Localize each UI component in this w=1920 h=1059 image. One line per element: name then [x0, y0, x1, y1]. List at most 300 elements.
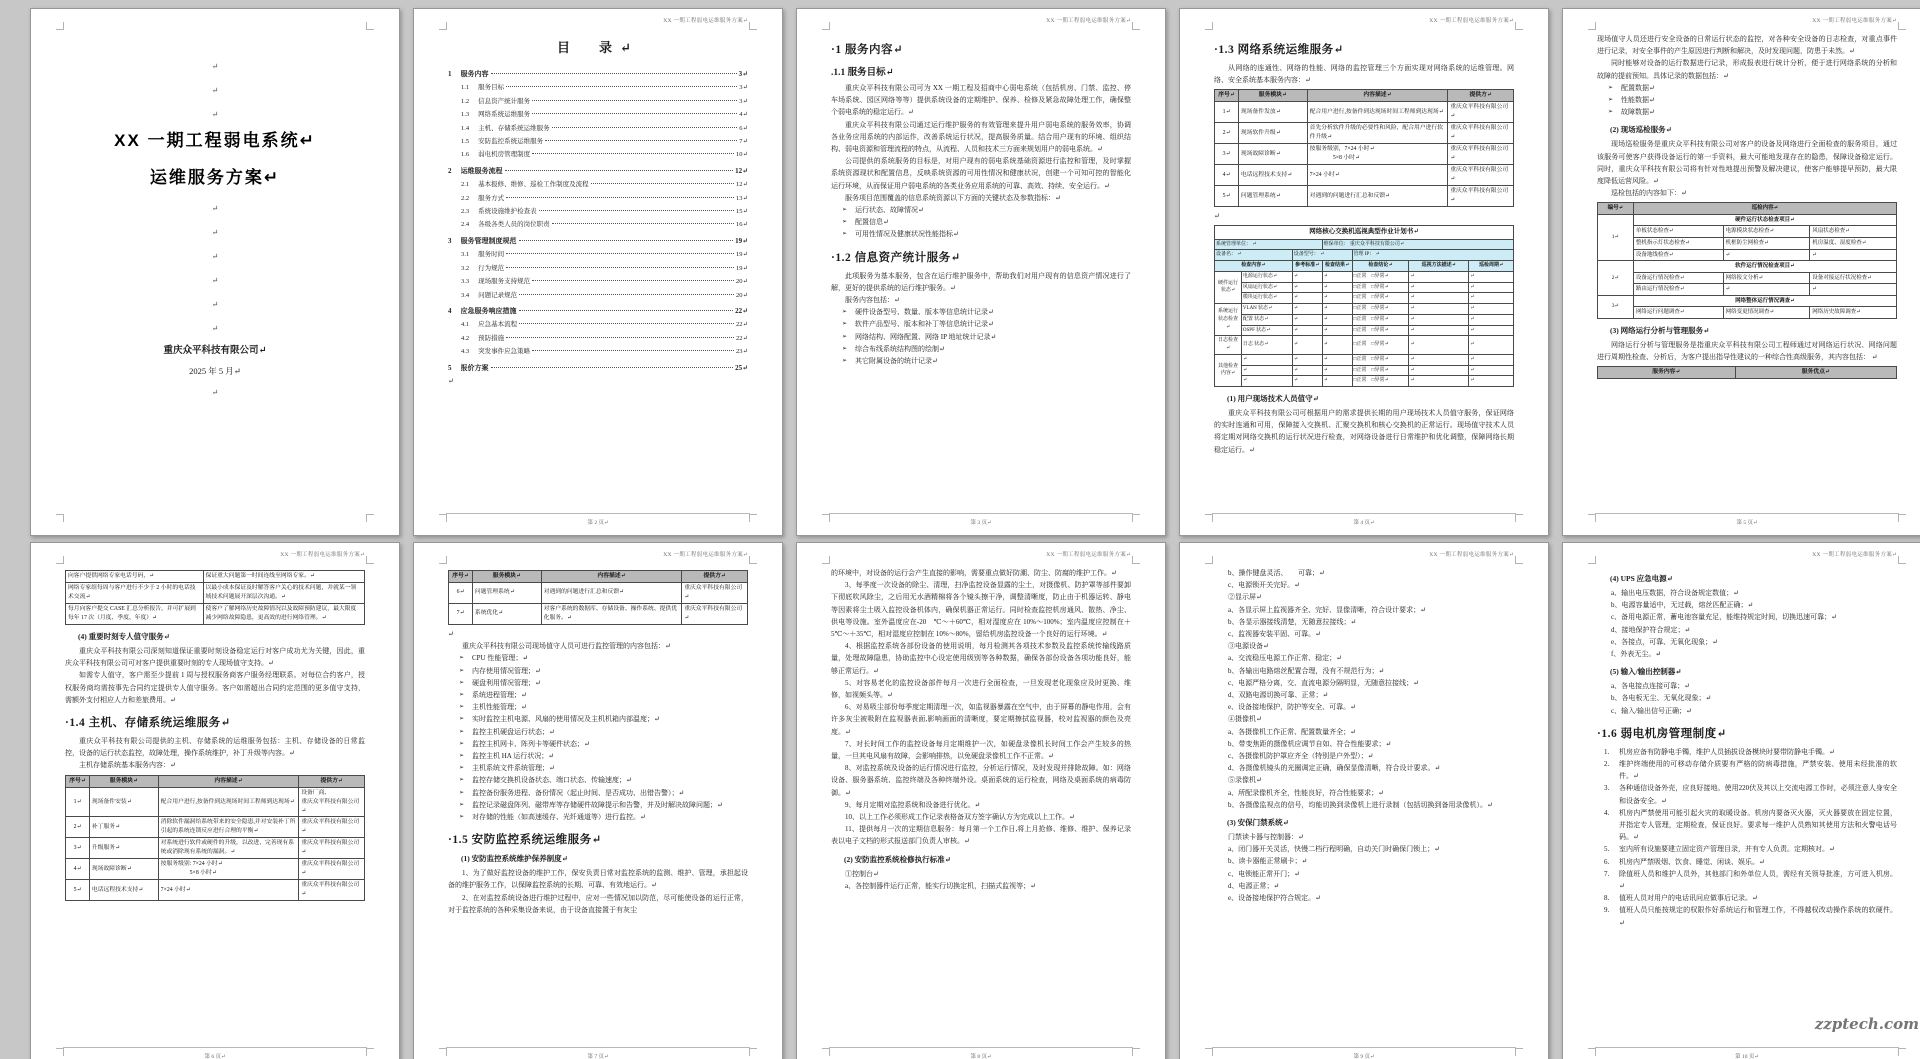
table-cell: ↵: [1469, 365, 1514, 376]
table-cell: ↵: [1322, 376, 1352, 387]
paragraph: ③电源设备↵: [1228, 642, 1269, 651]
table-cell: ↵: [1241, 354, 1292, 365]
paragraph: 6、对易吸尘部份每季度定期清理一次，如监视器暴露在空气中，由于屏幕的静电作用，会有许多灰尘被吸附在监视器表面,影响画面的清晰度，要定期擦拭监视器，校对监视器的颜色及亮度。↵: [831, 703, 1131, 736]
toc-entry: [448, 275, 748, 288]
table-cell: ↵: [1292, 304, 1322, 315]
table-cell: ↵: [1723, 284, 1810, 296]
document-page[interactable]: [1179, 8, 1549, 536]
table-cell: 内容描述↵: [1307, 90, 1448, 102]
bullet-arrow-icon: ➢: [842, 345, 848, 352]
list-number: 6.: [1604, 857, 1610, 866]
toc-number: 2.3: [461, 208, 470, 216]
section-heading: ·1.5 安防监控系统运维服务↵: [448, 834, 602, 847]
table-cell: ↵: [1292, 282, 1322, 293]
table-cell: 对遇到的问题进行汇总和反馈↵: [1307, 186, 1448, 207]
sub-heading: (2) 安防监控系统检修执行标准↵: [844, 854, 951, 864]
text-boundary-mark: [1515, 556, 1523, 564]
bullet-arrow-icon: ➢: [459, 740, 465, 747]
page-content: [831, 567, 1131, 1041]
page-header: XX 一期工程弱电运维服务方案↵: [1046, 18, 1131, 24]
spacer: [65, 33, 365, 55]
pilcrow-mark: ↵: [211, 324, 219, 333]
table-cell: 序号↵: [1215, 90, 1239, 102]
toc-page-number: 20↵: [736, 278, 748, 286]
paragraph: 同时能够对设备的运行数据进行记录，形成报表进行统计分析，便于进行网络系统的分析和故障的提前预知。具体记录的数据包括：↵: [1597, 59, 1897, 80]
toc-page-number: 10↵: [736, 151, 748, 159]
toc-entry: [448, 362, 748, 375]
footer-boundary-line: [829, 513, 1133, 514]
text-boundary-mark: [366, 556, 374, 564]
toc-entry: [448, 218, 748, 231]
list-number: 8.: [1604, 894, 1610, 903]
footer-boundary-line: [1595, 513, 1899, 514]
table-cell: 重庆众平科技有限公司↵: [1448, 102, 1514, 123]
numbered-item: 3. 各种通信设备外壳，应良好接地。使用220伏及其以上交流电源工作时，必须注意人身安全和设备安全。↵: [1604, 784, 1897, 805]
bullet-arrow-icon: ➢: [842, 219, 848, 226]
table-cell: ↵: [1322, 365, 1352, 376]
paragraph: ↵: [448, 376, 454, 385]
toc-entry: [448, 248, 748, 261]
table-cell: 设备对接运行状况检查↵: [1810, 272, 1897, 284]
document-page[interactable]: [796, 8, 1166, 536]
table-cell: ↵: [1469, 304, 1514, 315]
paragraph: 从网络的连通性、网络的性能、网络的监控管理三个方面实现对网络系统的运维管理。网络、安全系统基本服务内容：↵: [1214, 64, 1514, 85]
toc-number: 5: [448, 363, 452, 372]
table-cell: ↵: [1292, 354, 1322, 365]
table-cell: 对客户系统的数据库、存储设备、操作系统、提供优化服务。↵: [541, 603, 682, 624]
table-cell: 3↵: [1598, 295, 1634, 318]
toc-entry: [448, 95, 748, 108]
doc-title: XX 一期工程弱电系统↵: [114, 131, 316, 150]
table-cell: □正常 □异常↵: [1352, 304, 1409, 315]
paragraph: 10、以上工作必须形成工作记录表格备双方签字确认方为完成以上工作。↵: [845, 813, 1075, 822]
paragraph: 重庆众平科技有限公司提供的主机、存储系统的运维服务包括：主机、存储设备的日常监控，设备的运行状态监控，故障处理，操作系统维护，补丁升级等内容。↵: [65, 736, 365, 758]
paragraph: c、备用电源正常，蓄电池容量充足，能维持规定时间，切换迅速可靠；↵: [1611, 613, 1837, 622]
toc-page-number: 12↵: [735, 166, 748, 175]
bullet-arrow-icon: ➢: [842, 321, 848, 328]
toc-dotted-leader: [506, 337, 734, 338]
toc-label: 报价方案: [460, 363, 489, 372]
table-cell: 重庆众平科技有限公司↵: [1448, 123, 1514, 144]
table-cell: □正常 □异常↵: [1352, 354, 1409, 365]
toc-entry: [448, 148, 748, 161]
list-number: 7.: [1604, 869, 1610, 878]
toc-label: 弱电机房管理制度: [478, 151, 531, 159]
toc-number: 1.3: [461, 111, 470, 119]
toc-page-number: 13↵: [736, 194, 748, 202]
toc-dotted-leader: [532, 350, 734, 351]
toc-page-number: 19↵: [736, 251, 748, 259]
list-number: 2.: [1604, 760, 1610, 769]
toc-number: 3.2: [461, 264, 470, 272]
document-page[interactable]: [796, 542, 1166, 1059]
page-content: [448, 33, 748, 507]
table-cell: 服务模块↵: [1238, 90, 1307, 102]
table-cell: ↵: [1469, 314, 1514, 325]
toc-dotted-leader: [552, 223, 734, 224]
table-cell: 模块运行状态↵: [1241, 293, 1292, 304]
table-cell: 每月向客户提交 CASE 汇总分析报告，并可扩展到每年 17 次（月度、季度、年度）↵: [66, 603, 204, 624]
page-header: XX 一期工程弱电运维服务方案↵: [1046, 552, 1131, 558]
table-cell: 网络历史故障调查↵: [1810, 307, 1897, 319]
toc-page-number: 20↵: [736, 291, 748, 299]
table-cell: ↵: [1409, 271, 1469, 282]
toc-label: 运维服务流程: [460, 166, 503, 175]
toc-dotted-leader: [519, 240, 734, 241]
page-content: [1597, 567, 1897, 1041]
table-cell: 7↵: [449, 603, 473, 624]
paragraph: 现场巡检服务是重庆众平科技有限公司对客户的设备及网络进行全面检查的服务项目，通过该服务可使客户获得设备运行的第一手资料，最大可能地发现存在的隐患，保障设备稳定运行。同时，重庆众平科技有限公司将有针对性地提出预警及解决建议，使客户能够提早预防，最大限度降低运营风险。↵: [1597, 140, 1897, 186]
table-cell: ↵: [1292, 376, 1322, 387]
toc-entry: [448, 122, 748, 135]
bullet-arrow-icon: ➢: [842, 358, 848, 365]
table-cell: 内容描述↵: [541, 571, 682, 583]
table-cell: ↵: [1469, 376, 1514, 387]
bullet-item: ➢ 对存储的性能（如高速缓存、光纤通道等）进行监控。↵: [448, 811, 748, 823]
toc-label: 服务目标: [478, 84, 505, 92]
toc-number: 3.3: [461, 278, 470, 286]
table-cell: 4↵: [66, 859, 90, 880]
toc-number: 4.2: [461, 334, 470, 342]
toc-label: 基本报修、维修、巡检工作制度及流程: [478, 181, 589, 189]
toc-dotted-leader: [519, 294, 734, 295]
toc-number: 1: [448, 70, 452, 78]
toc-entry: [448, 345, 748, 358]
toc-label: 行为规范: [478, 264, 505, 272]
table-cell: 巡视方法描述↵: [1409, 261, 1469, 272]
page-header: XX 一期工程弱电运维服务方案↵: [1812, 552, 1897, 558]
document-page[interactable]: [413, 542, 783, 1059]
table-cell: 内容描述↵: [158, 775, 299, 787]
bullet-arrow-icon: ➢: [1608, 109, 1614, 116]
table-cell: 提供方↵: [1448, 90, 1514, 102]
toc-page-number: 6↵: [739, 124, 748, 132]
page-footer: 第 3 页↵: [970, 520, 992, 526]
section-heading: ·1.3 网络系统运维服务↵: [1214, 44, 1344, 56]
toc-label: 服务管理制度规范: [460, 236, 517, 245]
paragraph: b、带变焦距的摄像机应调节自如、符合性能要求；↵: [1228, 739, 1392, 748]
sub-heading: (3) 网络运行分析与管理服务↵: [1610, 325, 1710, 335]
table-cell: 重庆众平科技有限公司↵: [1448, 165, 1514, 186]
table-cell: ↵: [1409, 354, 1469, 365]
document-page[interactable]: [30, 8, 400, 536]
table-cell: 提供方↵: [682, 571, 748, 583]
table-cell: 重庆众平科技有限公司↵: [299, 838, 365, 859]
toc-label: 安防监控系统运维服务: [478, 138, 544, 146]
paragraph: c、电源锁开关完好。↵: [1228, 581, 1300, 590]
page-content: [1597, 33, 1897, 507]
table-cell: 2↵: [1598, 261, 1634, 296]
bullet-item: ➢ 内存使用情况管理；↵: [448, 665, 748, 677]
bullet-item: ➢ 监控存储交换机设备状态、端口状态、传输速度；↵: [448, 774, 748, 786]
bullet-arrow-icon: ➢: [459, 789, 465, 796]
table-cell: ↵: [1322, 336, 1352, 355]
paragraph: 的环境中，对设备的运行会产生直接的影响，需要重点做好防潮、防尘、防腐的维护工作。↵: [831, 569, 1117, 577]
bullet-arrow-icon: ➢: [842, 309, 848, 316]
paragraph: a、交流稳压电源工作正常、稳定；↵: [1228, 654, 1342, 663]
footer-boundary-line: [1212, 1047, 1516, 1048]
toc-number: 1.5: [461, 138, 470, 146]
table-cell: 4↵: [1215, 165, 1239, 186]
toc-number: 2.2: [461, 194, 470, 202]
text-boundary-mark: [822, 556, 830, 564]
list-number: 4.: [1604, 808, 1610, 817]
table-cell: 系统运行状态检查↵: [1215, 304, 1242, 336]
table-cell: ↵: [1409, 314, 1469, 325]
table-cell: 服务内容↵: [1598, 367, 1736, 379]
table-cell: 按服务级别: 7×24 小时↵ 5×8 小时↵: [158, 859, 299, 880]
paragraph: ④摄像机↵: [1228, 715, 1262, 724]
table-cell: 巡检周期↵: [1469, 261, 1514, 272]
toc-dotted-leader: [532, 153, 734, 154]
bullet-arrow-icon: ➢: [459, 704, 465, 711]
table-cell: 系统管理单位： ↵: [1215, 239, 1323, 250]
text-boundary-mark: [56, 514, 64, 522]
toc-dotted-leader: [505, 170, 734, 171]
table-cell: 重庆众平科技有限公司↵: [1448, 186, 1514, 207]
paragraph: ⑤录像机↵: [1228, 776, 1262, 785]
sub-heading: (4) 重要时刻专人值守服务↵: [78, 631, 170, 641]
table-cell: ↵: [1469, 325, 1514, 336]
numbered-item: 6. 机房内严禁吸烟、饮食、睡觉、闲谈、娱乐。↵: [1597, 856, 1897, 868]
toc-entry: [448, 235, 748, 248]
list-number: 5.: [1604, 845, 1610, 854]
table-cell: 设备型号： ↵: [1292, 250, 1352, 261]
table-cell: 硬件运行状态检查项目↵: [1633, 214, 1896, 226]
toc-label: 各级各类人员的岗位职责: [478, 221, 550, 229]
table-cell: 软件运行情况检查项目↵: [1633, 261, 1896, 273]
toc-label: 服务时间: [478, 251, 505, 259]
paragraph: 此项服务为基本服务，包含在运行维护服务中，帮助我们对用户现有的信息资产情况进行了解，更好的提供系统的运行维护服务。↵: [831, 271, 1131, 292]
document-page[interactable]: [30, 542, 400, 1059]
watermark: zzptech.com: [1814, 1015, 1919, 1033]
pilcrow-mark: ↵: [211, 62, 219, 71]
paragraph: 服务项目范围覆盖的信息系统资源以下方面的关键状态及参数指标：↵: [845, 193, 1061, 202]
paragraph: 重庆众平科技有限公司通过运行维护服务的有效管理来提升用户弱电系统的服务效率，协调各业务应用系统的内部运作，改善系统运行状况，提高服务质量。结合用户现有的环境、组织结构、弱电资源和管理流程的特点，从流程、人员和技术三方面来规划用户的弱电系统。↵: [831, 120, 1131, 154]
table-cell: 设备厂商、 重庆众平科技有限公司↵: [299, 787, 365, 817]
table-cell: 重庆众平科技有限公司↵: [299, 817, 365, 838]
paragraph: e、设备接地保护，防护等安全、可靠。↵: [1228, 703, 1356, 712]
bullet-item: ➢ 监控备份服务进程、备份情况（起止时间、是否成功、出错告警）；↵: [448, 787, 748, 799]
bullet-arrow-icon: ➢: [459, 777, 465, 784]
document-page[interactable]: [1179, 542, 1549, 1059]
toc-number: 2: [448, 166, 452, 175]
text-boundary-mark: [822, 22, 830, 30]
paragraph: 2、在对监控系统设备进行维护过程中，应对一些情况加以防范，尽可能使设备的运行正常，对于监控系统的各种采集设备来说，由于设备直接置于有灰尘: [448, 893, 748, 914]
paragraph: 1、为了做好监控设备的维护工作，保安负责日常对监控系统的监测、维护、管理，承担起设备的维护服务工作，以保障监控系统的长期、可靠、有效地运行。↵: [448, 869, 748, 890]
table-cell: 3↵: [1215, 144, 1239, 165]
page-content: [65, 33, 365, 507]
bullet-arrow-icon: ➢: [842, 333, 848, 340]
bullet-item: ➢ 配置数据↵: [1597, 82, 1897, 94]
table-cell: ↵: [1409, 365, 1469, 376]
table-cell: 向客户提供网络专家电话号码，↵: [66, 571, 204, 583]
paragraph: 门禁读卡器与控制器：↵: [1228, 833, 1304, 842]
table-cell: □正常 □异常↵: [1352, 282, 1409, 293]
bullet-arrow-icon: ➢: [459, 691, 465, 698]
document-page[interactable]: [1562, 8, 1920, 536]
table-cell: 网络变更情况调查↵: [1723, 307, 1810, 319]
toc-page-number: 12↵: [736, 181, 748, 189]
table-cell: ↵: [1409, 376, 1469, 387]
bullet-item: ➢ 可用性情况及健康状况性能指标↵: [831, 228, 1131, 240]
toc-dotted-leader: [552, 127, 738, 128]
table-cell: ↵: [1409, 325, 1469, 336]
bullet-item: ➢ 综合布线系统结构图的绘制↵: [831, 343, 1131, 355]
table-cell: 检查结论↵: [1352, 261, 1409, 272]
toc-label: 系统设施维护检查表: [478, 208, 537, 216]
table-cell: 网络整体运行情况调查↵: [1633, 295, 1896, 307]
paragraph: b、各显示器接线清楚，无随意拉接线；↵: [1228, 617, 1357, 626]
toc-entry: [448, 81, 748, 94]
section-heading: ·1.2 信息资产统计服务↵: [831, 251, 961, 264]
table-cell: 6↵: [449, 582, 473, 603]
toc-entry: [448, 205, 748, 218]
table-cell: 序号↵: [449, 571, 473, 583]
table-cell: 电话远程技术支持↵: [1238, 165, 1307, 186]
toc-number: 1.6: [461, 151, 470, 159]
paragraph: d、各摄像机镜头的光圈调定正确，确保显像清晰，符合设计要求。↵: [1228, 764, 1441, 773]
bullet-item: ➢ 性能数据↵: [1597, 94, 1897, 106]
paragraph: d、电源正常；↵: [1228, 881, 1280, 890]
list-number: 3.: [1604, 784, 1610, 793]
bullet-item: ➢ 监控主机硬盘运行状态；↵: [448, 726, 748, 738]
toc-page-number: 3↵: [739, 84, 748, 92]
table-cell: ↵: [1292, 325, 1322, 336]
paragraph: 7、对长时间工作的监控设备每月定期维护一次，如硬盘录像机长时间工作会产生较多的热量，一旦其电风扇有故障，会影响排热，以免硬盘录像机工作不正常。↵: [831, 739, 1131, 761]
table-cell: 7×24 小时↵: [158, 880, 299, 901]
table-cell: ↵: [1409, 293, 1469, 304]
toc-page-number: 15↵: [736, 208, 748, 216]
toc-label: 现场服务支持规范: [478, 278, 531, 286]
bullet-arrow-icon: ➢: [842, 207, 848, 214]
table-cell: ↵: [1292, 314, 1322, 325]
table-cell: ↵: [1469, 271, 1514, 282]
table-cell: 电话远程技术支持↵: [89, 880, 158, 901]
pilcrow-mark: ↵: [211, 110, 219, 119]
toc-page-number: 22↵: [736, 321, 748, 329]
paragraph: 9、每月定期对监控系统和设备进行优化。↵: [845, 800, 981, 809]
pilcrow-mark: ↵: [211, 276, 219, 285]
toc-page-number: 3↵: [738, 70, 748, 78]
bullet-item: ➢ 运行状态、故障情况↵: [831, 204, 1131, 216]
paragraph: ↵: [1214, 212, 1220, 221]
bullet-item: ➢ 系统进程管理；↵: [448, 689, 748, 701]
toc-page-number: 25↵: [735, 363, 748, 372]
bullet-item: ➢ 软件产品型号、版本和补丁等信息统计记录↵: [831, 318, 1131, 330]
text-boundary-mark: [1515, 22, 1523, 30]
table-cell: ↵: [1322, 325, 1352, 336]
toc-dotted-leader: [491, 73, 737, 74]
section-heading: ·1.6 弱电机房管理制度↵: [1597, 727, 1727, 740]
paragraph: a、各显示屏上监视器齐全、完好、显像清晰，符合设计要求；↵: [1228, 605, 1426, 614]
paragraph: e、设备接地保护符合规定。↵: [1228, 894, 1321, 903]
table-cell: 电源运行状态↵: [1241, 271, 1292, 282]
document-page[interactable]: [1562, 542, 1920, 1059]
table: [448, 570, 748, 625]
paragraph: b、各输出电路熔丝配置合理，没有不规范行为；↵: [1228, 666, 1385, 675]
paragraph: 8、对监控系统及设备的运行情况进行监控，分析运行情况，及时发现并排除故障。如：网络设备、服务器系统、监控终端及各种终端外设。桌面系统的运行检查，网络及桌面系统的病毒防御。↵: [831, 764, 1131, 797]
bullet-arrow-icon: ➢: [459, 728, 465, 735]
paragraph: f、外表无尘。↵: [1611, 650, 1662, 659]
sub-heading: (4) UPS 应急电源↵: [1610, 574, 1673, 583]
document-page[interactable]: [413, 8, 783, 536]
section-heading: ·1.4 主机、存储系统运维服务↵: [65, 716, 231, 729]
sub-heading: (1) 安防监控系统维护保养制度↵: [461, 854, 568, 864]
table-cell: ↵: [1322, 282, 1352, 293]
text-boundary-mark: [1588, 556, 1596, 564]
table-cell: 消除软件漏洞给系统带来的安全隐患,并对安装补丁所引起的系统连锁反应进行合理的平衡↵: [158, 817, 299, 838]
table-cell: ↵: [1322, 354, 1352, 365]
table-cell: ↵: [1409, 304, 1469, 315]
table: [1597, 202, 1897, 318]
table-cell: 网络核心交换机巡视典型作业计划书↵: [1215, 226, 1514, 239]
toc-number: 1.1: [461, 84, 470, 92]
paragraph: b、各电板无尘、无氧化现象；↵: [1611, 694, 1712, 703]
paragraph: c、监视器安装平固、可靠。↵: [1228, 630, 1321, 639]
table-cell: 网络报文分析↵: [1723, 272, 1810, 284]
paragraph: a、各摄像机工作正常、配置数量齐全；↵: [1228, 727, 1356, 736]
paragraph: 巡检包括的内容如下：↵: [1611, 189, 1687, 198]
paragraph: 现场值守人员还进行安全设备的日常运行状态的监控，对各种安全设备的日志检查，对重点事件进行记录，对安全事件的产生原因进行判断和解决，及时发现问题，防患于未然。↵: [1597, 35, 1897, 56]
paragraph: c、输入/输出信号正确；↵: [1611, 706, 1692, 715]
table-cell: ↵: [1292, 271, 1322, 282]
table-cell: 3↵: [66, 838, 90, 859]
toc-page-number: 3↵: [739, 97, 748, 105]
bullet-item: ➢ 配置信息↵: [831, 216, 1131, 228]
table-cell: ↵: [1322, 304, 1352, 315]
page-content: [831, 33, 1131, 507]
table-cell: ↵: [1241, 376, 1292, 387]
table-cell: □正常 □异常↵: [1352, 293, 1409, 304]
table-cell: 现场软件升级↵: [1238, 123, 1307, 144]
table-cell: 现场故障诊断↵: [89, 859, 158, 880]
table-cell: ↵: [1469, 282, 1514, 293]
bullet-item: ➢ 其它附属设备的统计记录↵: [831, 355, 1131, 367]
page-footer: 第 10 页↵: [1735, 1054, 1759, 1059]
bullet-item: ➢ 故障数据↵: [1597, 106, 1897, 118]
table-cell: 重庆众平科技有限公司↵: [682, 603, 748, 624]
page-footer: 第 9 页↵: [1353, 1054, 1375, 1059]
text-boundary-mark: [1588, 22, 1596, 30]
paragraph: 11、提供每月一次的定期信息服务：每月第一个工作日,将上月抢修、维修、维护、保养记录表以电子文档的形式报送部门负责人审核。↵: [831, 825, 1131, 846]
table-cell: 5↵: [66, 880, 90, 901]
toc-dotted-leader: [532, 113, 737, 114]
toc-dotted-leader: [506, 267, 734, 268]
toc-dotted-leader: [545, 140, 737, 141]
bullet-item: ➢ 监控记录磁盘阵列、磁带库等存储硬件故障提示和告警，并及时解决故障问题；↵: [448, 799, 748, 811]
table-cell: □正常 □异常↵: [1352, 271, 1409, 282]
table-cell: 对系统进行软件或硬件的升级，以改进、完善现有系统或消除现有系统的漏洞。↵: [158, 838, 299, 859]
toc-dotted-leader: [519, 323, 734, 324]
table-cell: 配合用户进行,按备件到达现场时间工程师到达现场↵: [158, 787, 299, 817]
table-cell: 5↵: [1215, 186, 1239, 207]
table-cell: ↵: [1322, 293, 1352, 304]
toc-dotted-leader: [506, 197, 734, 198]
table-cell: ↵: [1810, 249, 1897, 261]
toc-dotted-leader: [506, 253, 734, 254]
bullet-arrow-icon: ➢: [459, 716, 465, 723]
numbered-item: 8. 值班人员对用户的电话讯问应做事后记录。↵: [1597, 892, 1897, 904]
toc-entry: [448, 178, 748, 191]
toc-number: 3.1: [461, 251, 470, 259]
table-cell: 序号↵: [66, 775, 90, 787]
table-cell: □正常 □异常↵: [1352, 325, 1409, 336]
toc-number: 2.1: [461, 181, 470, 189]
text-boundary-mark: [439, 22, 447, 30]
toc-entry: [448, 262, 748, 275]
table-cell: 问题管理系统↵: [1238, 186, 1307, 207]
